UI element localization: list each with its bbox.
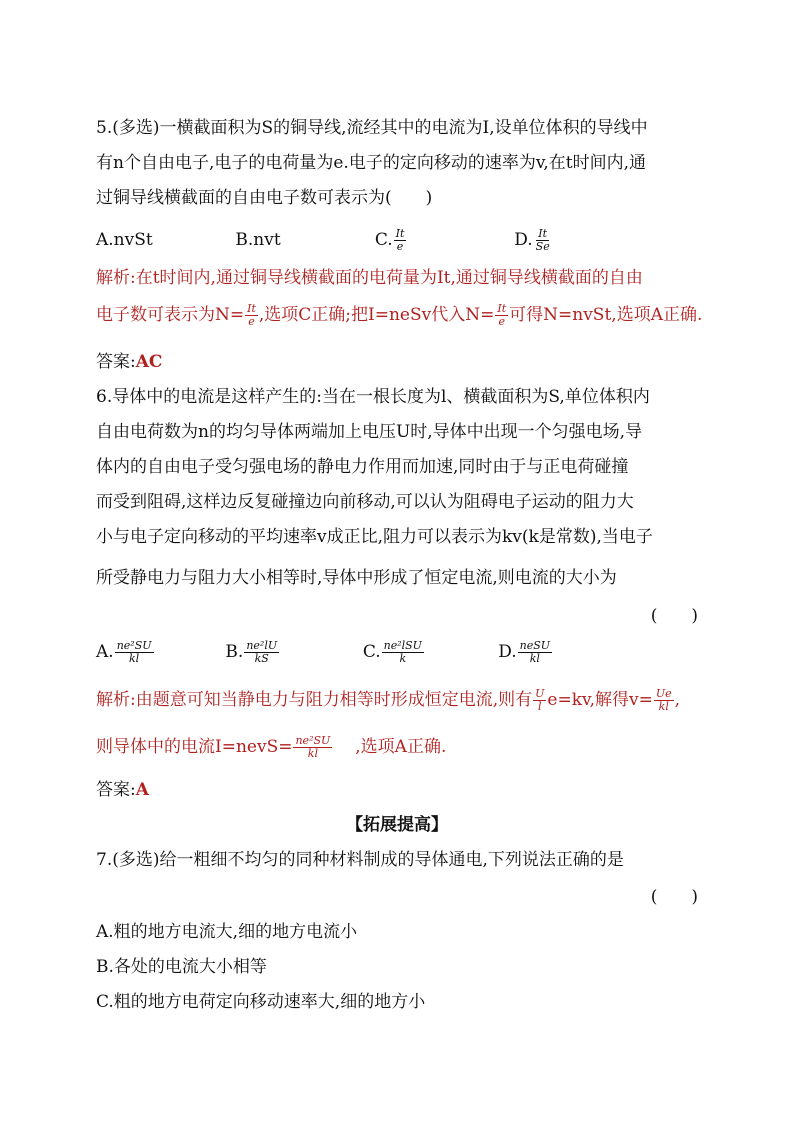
- q6-solution-line-2: [96, 735, 698, 760]
- fraction-denominator: kl: [529, 652, 540, 665]
- fraction-numerator: ne²SU: [295, 734, 331, 747]
- fraction-denominator: kS: [254, 652, 269, 665]
- q6-solution-text-c: ,: [674, 690, 681, 710]
- fraction-denominator: e: [498, 315, 506, 328]
- q5-option-b: B.nvt: [235, 230, 281, 250]
- fraction-denominator: e: [396, 240, 404, 253]
- q6-option-c-label: C.: [362, 642, 381, 662]
- q6-solution-fraction-1: [533, 688, 546, 713]
- q5-option-c: [375, 228, 509, 253]
- q6-solution-text-e: ,选项A正确.: [355, 737, 447, 757]
- q6-option-a-label: A.: [96, 642, 114, 662]
- q5-option-d: [514, 228, 552, 253]
- answer-label: 答案:: [96, 780, 136, 800]
- q6-stem-line-1: 6.导体中的电流是这样产生的:当在一根长度为l、横截面积为S,单位体积内: [96, 387, 650, 407]
- fraction-denominator: l: [538, 700, 542, 713]
- q5-stem-line-2: 有n个自由电子,电子的电荷量为e.电子的定向移动的速率为v,在t时间内,通: [96, 153, 647, 173]
- fraction-denominator: kl: [658, 700, 669, 713]
- q5-solution-text-c: 可得N=nvSt,选项A正确.: [509, 305, 703, 325]
- q6-option-c: [363, 640, 493, 665]
- q5-solution-line-2: [96, 302, 703, 328]
- q7-stem-line-1: 7.(多选)给一粗细不均匀的同种材料制成的导体通电,下列说法正确的是: [96, 850, 624, 870]
- q6-option-d-fraction: [518, 640, 552, 665]
- fraction-numerator: ne²SU: [116, 639, 152, 652]
- q6-option-b: [225, 640, 357, 665]
- fraction-denominator: Se: [535, 240, 550, 253]
- q6-solution-text-b: e=kv,解得v=: [547, 690, 653, 710]
- q5-solution-line-1: 解析:在t时间内,通过铜导线横截面的电荷量为It,通过铜导线横截面的自由: [96, 268, 643, 288]
- fraction-numerator: It: [247, 302, 256, 315]
- fraction-numerator: It: [395, 227, 405, 240]
- q5-option-d-fraction: [534, 228, 552, 253]
- q6-stem-line-4: 而受到阻碍,这样边反复碰撞边向前移动,可以认为阻碍电子运动的阻力大: [96, 492, 634, 512]
- fraction-denominator: k: [399, 652, 407, 665]
- fraction-numerator: U: [535, 687, 545, 700]
- q6-option-b-fraction: [244, 640, 279, 665]
- section-heading: 【拓展提高】: [346, 815, 448, 835]
- fraction-numerator: Ue: [655, 687, 672, 700]
- q6-solution-text-d: 则导体中的电流I=nevS=: [96, 737, 293, 757]
- q6-stem-line-2: 自由电荷数为n的均匀导体两端加上电压U时,导体中出现一个匀强电场,导: [96, 422, 643, 442]
- q6-stem-line-5: 小与电子定向移动的平均速率v成正比,阻力可以表示为kv(k是常数),当电子: [96, 527, 653, 547]
- q5-option-c-label: C.: [374, 230, 393, 250]
- q6-solution-fraction-2: [654, 688, 674, 713]
- q6-solution-line-1: [96, 688, 698, 713]
- q6-option-d: [498, 640, 553, 665]
- q5-options: [96, 228, 698, 253]
- q6-option-b-label: B.: [225, 642, 244, 662]
- q5-option-d-label: D.: [514, 230, 533, 250]
- fraction-numerator: ne²lU: [246, 639, 278, 652]
- fraction-denominator: kl: [307, 747, 318, 760]
- q6-options: [96, 640, 698, 665]
- q5-solution-fraction-1: [245, 303, 258, 328]
- q6-stem-line-6: 所受静电力与阻力大小相等时,导体中形成了恒定电流,则电流的大小为: [96, 568, 617, 588]
- q5-option-c-fraction: [394, 228, 407, 253]
- q6-solution-text-a: 解析:由题意可知当静电力与阻力相等时形成恒定电流,则有: [96, 690, 533, 710]
- fraction-denominator: kl: [129, 652, 140, 665]
- q7-option-c: C.粗的地方电荷定向移动速率大,细的地方小: [96, 992, 426, 1012]
- q5-answer: [96, 350, 698, 374]
- answer-label: 答案:: [96, 352, 136, 372]
- q6-answer: [96, 778, 698, 802]
- q6-solution-fraction-3: [293, 735, 332, 760]
- q5-solution-text-b: ,选项C正确;把I=neSv代入N=: [258, 305, 495, 325]
- q5-solution-text-a: 电子数可表示为N=: [96, 305, 245, 325]
- answer-value: AC: [135, 352, 163, 372]
- fraction-denominator: e: [248, 315, 255, 328]
- q6-answer-bracket: ( ): [650, 606, 698, 626]
- fraction-numerator: It: [538, 227, 548, 240]
- fraction-numerator: neSU: [519, 639, 551, 652]
- q5-stem-line-1: 5.(多选)一横截面积为S的铜导线,流经其中的电流为I,设单位体积的导线中: [96, 118, 648, 138]
- q7-option-b: B.各处的电流大小相等: [96, 957, 267, 977]
- q7-option-a: A.粗的地方电流大,细的地方电流小: [96, 922, 358, 942]
- q6-option-c-fraction: [382, 640, 424, 665]
- q6-option-a-fraction: [115, 640, 154, 665]
- q5-solution-fraction-2: [495, 303, 508, 328]
- answer-value: A: [135, 780, 149, 800]
- q5-option-a: A.nvSt: [96, 230, 153, 250]
- fraction-numerator: ne²lSU: [383, 639, 422, 652]
- q5-stem-line-3: 过铜导线横截面的自由电子数可表示为( ): [96, 188, 433, 208]
- q6-option-d-label: D.: [498, 642, 517, 662]
- q6-option-a: [96, 640, 220, 665]
- q6-stem-line-3: 体内的自由电子受匀强电场的静电力作用而加速,同时由于与正电荷碰撞: [96, 457, 629, 477]
- fraction-numerator: It: [497, 302, 507, 315]
- q7-answer-bracket: ( ): [650, 887, 698, 907]
